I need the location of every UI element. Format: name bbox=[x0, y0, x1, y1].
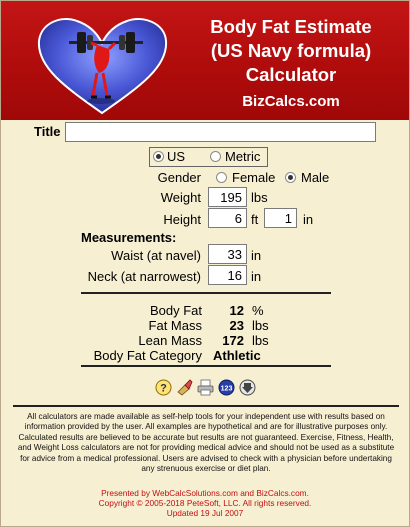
print-icon[interactable] bbox=[197, 379, 214, 396]
divider bbox=[81, 365, 331, 367]
waist-unit: in bbox=[251, 248, 262, 263]
header-title-line-1: Body Fat Estimate bbox=[210, 16, 372, 37]
lean-mass-unit: lbs bbox=[252, 333, 269, 348]
footer-updated: Updated 19 Jul 2007 bbox=[166, 508, 244, 518]
metric-units-label: Metric bbox=[225, 149, 261, 164]
weight-label: Weight bbox=[160, 190, 201, 205]
fat-mass-label: Fat Mass bbox=[148, 318, 202, 333]
header-title-line-3: Calculator bbox=[245, 64, 337, 85]
height-feet-unit: ft bbox=[251, 212, 259, 227]
waist-input[interactable] bbox=[208, 244, 247, 264]
neck-label: Neck (at narrowest) bbox=[87, 269, 201, 284]
divider bbox=[81, 292, 331, 294]
neck-unit: in bbox=[251, 269, 262, 284]
waist-label: Waist (at navel) bbox=[111, 248, 201, 263]
metric-units-radio[interactable] bbox=[210, 151, 221, 162]
disclaimer-text: All calculators are made available as self-help tools for your independent use with results based on information provided by the user. All examples are hypothetical and are for illustrative purposes only. Calculated results are believed to be accurate but results are not guaranteed. Exercise, Fitness, Health, and Weight Loss calculators are not for providing medical advice and should not be used as a substitute for advice from a medical professional. Users are advised to check with a physician before undertaking any strenuous exercise or diet plan. bbox=[17, 412, 395, 474]
svg-text:123: 123 bbox=[220, 385, 233, 393]
heart-weightlifter-icon bbox=[35, 15, 170, 115]
footer-presented-by: Presented by WebCalcSolutions.com and BizCalcs.com. bbox=[101, 488, 309, 498]
height-label: Height bbox=[163, 212, 201, 227]
fat-mass-unit: lbs bbox=[252, 318, 269, 333]
clear-icon[interactable] bbox=[176, 379, 193, 396]
title-label: Title bbox=[34, 124, 61, 139]
height-feet-input[interactable] bbox=[208, 208, 247, 228]
header-site-name: BizCalcs.com bbox=[242, 93, 340, 110]
lean-mass-label: Lean Mass bbox=[138, 333, 202, 348]
body-fat-value: 12 bbox=[229, 303, 244, 318]
us-units-label: US bbox=[167, 149, 186, 164]
title-input[interactable] bbox=[65, 122, 376, 142]
male-label: Male bbox=[301, 170, 330, 185]
help-icon[interactable] bbox=[155, 379, 172, 396]
weight-input[interactable] bbox=[208, 187, 247, 207]
lean-mass-value: 172 bbox=[222, 333, 244, 348]
footer-copyright: Copyright © 2005-2018 PeteSoft, LLC. All rights reserved. bbox=[98, 498, 312, 508]
divider bbox=[13, 405, 399, 407]
body-fat-category-label: Body Fat Category bbox=[93, 348, 202, 363]
download-icon[interactable] bbox=[239, 379, 256, 396]
body-fat-category-value: Athletic bbox=[213, 348, 261, 363]
male-radio[interactable] bbox=[285, 172, 296, 183]
number-format-icon[interactable] bbox=[218, 379, 235, 396]
female-label: Female bbox=[232, 170, 276, 185]
svg-text:?: ? bbox=[160, 382, 167, 395]
female-radio[interactable] bbox=[216, 172, 227, 183]
header-title-line-2: (US Navy formula) bbox=[210, 40, 372, 61]
fat-mass-value: 23 bbox=[229, 318, 244, 333]
gender-label: Gender bbox=[157, 170, 201, 185]
neck-input[interactable] bbox=[208, 265, 247, 285]
height-inches-input[interactable] bbox=[264, 208, 297, 228]
measurements-heading: Measurements: bbox=[81, 230, 177, 245]
height-inches-unit: in bbox=[303, 212, 314, 227]
calculator-header bbox=[1, 1, 409, 120]
us-units-radio[interactable] bbox=[153, 151, 164, 162]
body-fat-unit: % bbox=[252, 303, 264, 318]
body-fat-label: Body Fat bbox=[149, 303, 202, 318]
weight-unit: lbs bbox=[251, 190, 268, 205]
